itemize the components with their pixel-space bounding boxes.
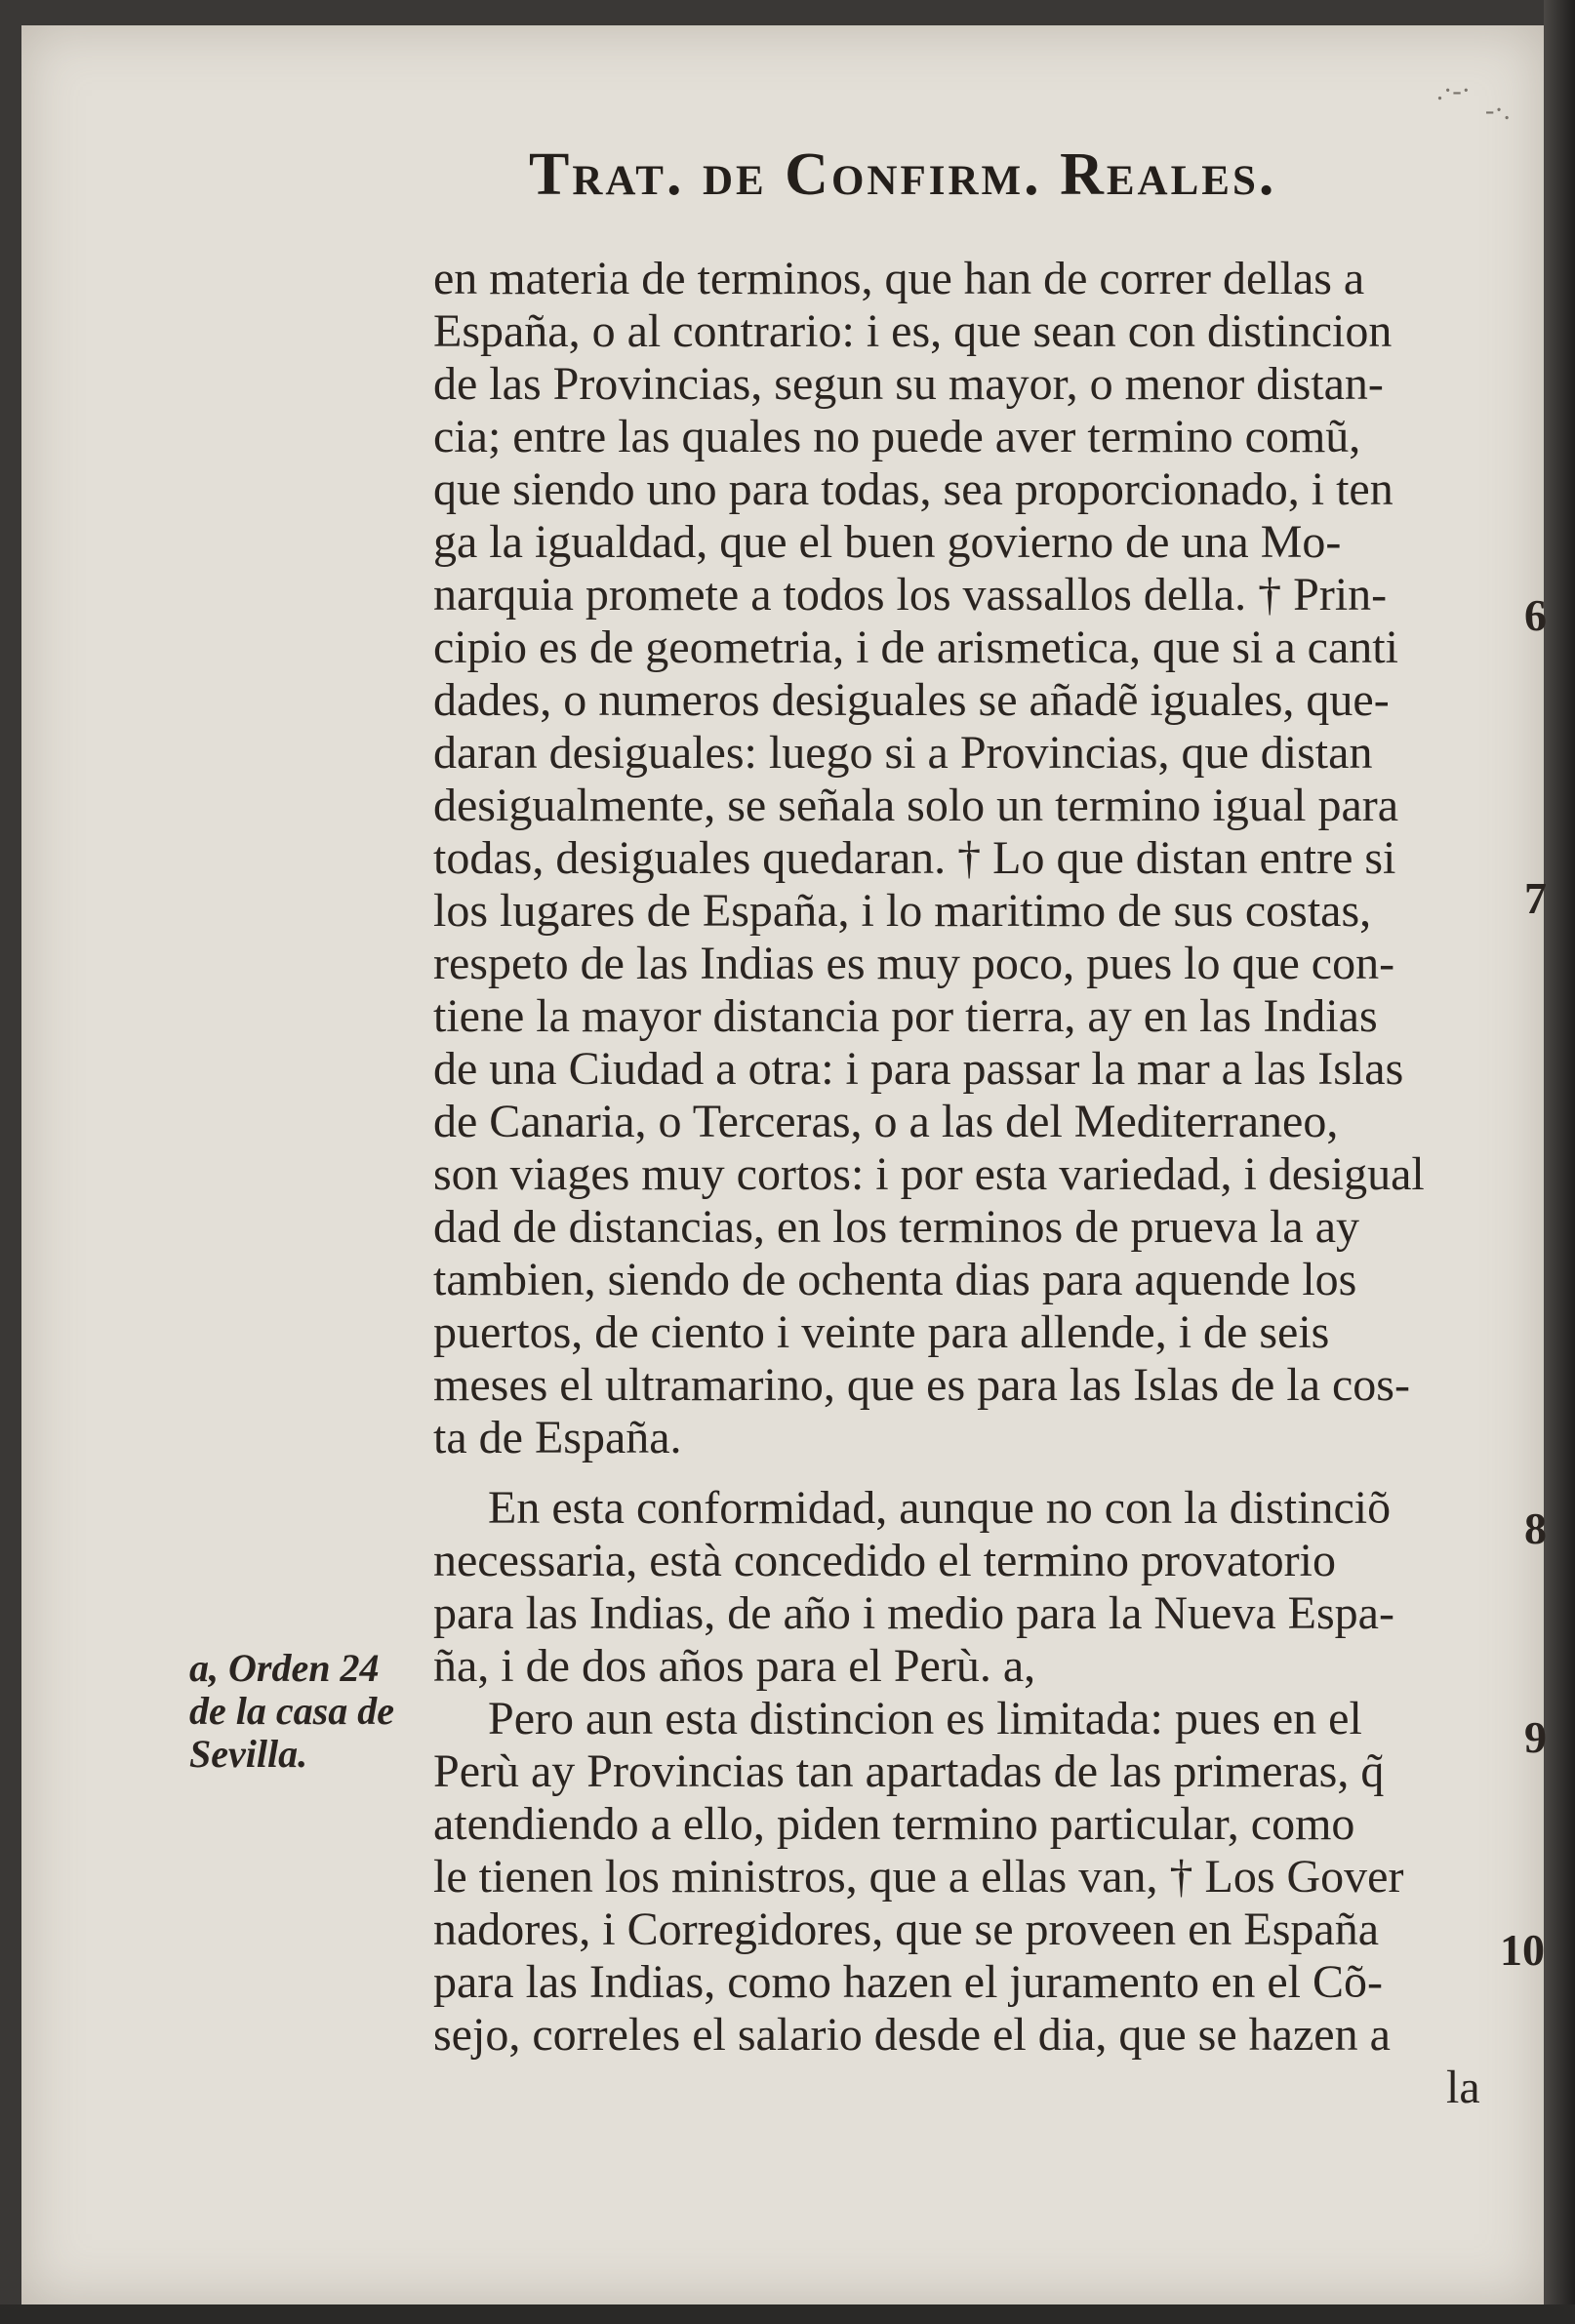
text-line: tambien, siendo de ochenta dias para aquende los (433, 1254, 1357, 1305)
ink-speck: .·-· (1436, 76, 1471, 106)
text-line: cipio es de geometria, i de arismetica, que si a canti (433, 621, 1398, 673)
text-line: narquia promete a todos los vassallos della. † Prin- (433, 569, 1388, 621)
text-line: en materia de terminos, que han de correr dellas a (433, 253, 1365, 304)
paragraph-number: 8 (1524, 1503, 1547, 1553)
text-line: tiene la mayor distancia por tierra, ay en las Indias (433, 990, 1378, 1042)
text-line: necessaria, està concedido el termino provatorio (433, 1535, 1336, 1586)
text-line: meses el ultramarino, que es para las Islas de la cos- (433, 1359, 1410, 1411)
text-line: son viages muy cortos: i por esta variedad, i desigual (433, 1148, 1425, 1200)
text-line: Perù ay Provincias tan apartadas de las primeras, q̃ (433, 1745, 1385, 1797)
text-line: sejo, correles el salario desde el dia, que se hazen a (433, 2009, 1391, 2061)
text-line: de las Provincias, segun su mayor, o menor distan- (433, 358, 1384, 410)
text-line: de Canaria, o Terceras, o a las del Mediterraneo, (433, 1096, 1339, 1147)
running-header: Trat. de Confirm. Reales. (529, 141, 1277, 208)
side-note-line: de la casa de (189, 1689, 394, 1733)
text-line: desigualmente, se señala solo un termino igual para (433, 780, 1399, 831)
catchword: la (1446, 2062, 1480, 2113)
paragraph-number: 9 (1524, 1712, 1547, 1762)
text-line: ña, i de dos años para el Perù. a, (433, 1640, 1036, 1692)
text-line: dad de distancias, en los terminos de prueva la ay (433, 1201, 1360, 1253)
side-note-line: Sevilla. (189, 1732, 308, 1776)
book-binding-edge (1544, 0, 1575, 2324)
text-line: le tienen los ministros, que a ellas van, † Los Gover (433, 1851, 1404, 1903)
text-line: En esta conformidad, aunque no con la distinciõ (488, 1482, 1392, 1534)
side-note-line: a, Orden 24 (189, 1646, 380, 1690)
text-line: atendiendo a ello, piden termino particular, como (433, 1798, 1355, 1850)
book-page (21, 25, 1547, 2304)
paragraph-number: 6 (1524, 590, 1547, 640)
text-line: dades, o numeros desiguales se añadẽ iguales, que- (433, 674, 1390, 726)
text-line: que siendo uno para todas, sea proporcionado, i ten (433, 463, 1393, 515)
text-line: los lugares de España, i lo maritimo de sus costas, (433, 885, 1372, 937)
text-line: Pero aun esta distincion es limitada: pues en el (488, 1693, 1362, 1744)
ink-speck: -·. (1485, 96, 1511, 126)
text-line: para las Indias, de año i medio para la Nueva Espa- (433, 1587, 1394, 1639)
text-line: daran desiguales: luego si a Provincias, que distan (433, 727, 1373, 779)
scan-bottom-edge (0, 2304, 1575, 2324)
text-line: ta de España. (433, 1412, 682, 1463)
text-line: respeto de las Indias es muy poco, pues lo que con- (433, 938, 1395, 989)
text-line: España, o al contrario: i es, que sean con distincion (433, 305, 1393, 357)
text-line: todas, desiguales quedaran. † Lo que distan entre si (433, 832, 1396, 884)
text-line: de una Ciudad a otra: i para passar la mar a las Islas (433, 1043, 1404, 1095)
paragraph-number: 10 (1500, 1925, 1545, 1975)
text-line: ga la igualdad, que el buen govierno de una Mo- (433, 516, 1342, 568)
text-line: puertos, de ciento i veinte para allende, i de seis (433, 1306, 1330, 1358)
text-line: nadores, i Corregidores, que se proveen en España (433, 1903, 1379, 1955)
paragraph-number: 7 (1524, 873, 1547, 923)
text-line: cia; entre las quales no puede aver termino comũ, (433, 411, 1361, 462)
text-line: para las Indias, como hazen el juramento en el Cõ- (433, 1956, 1383, 2008)
